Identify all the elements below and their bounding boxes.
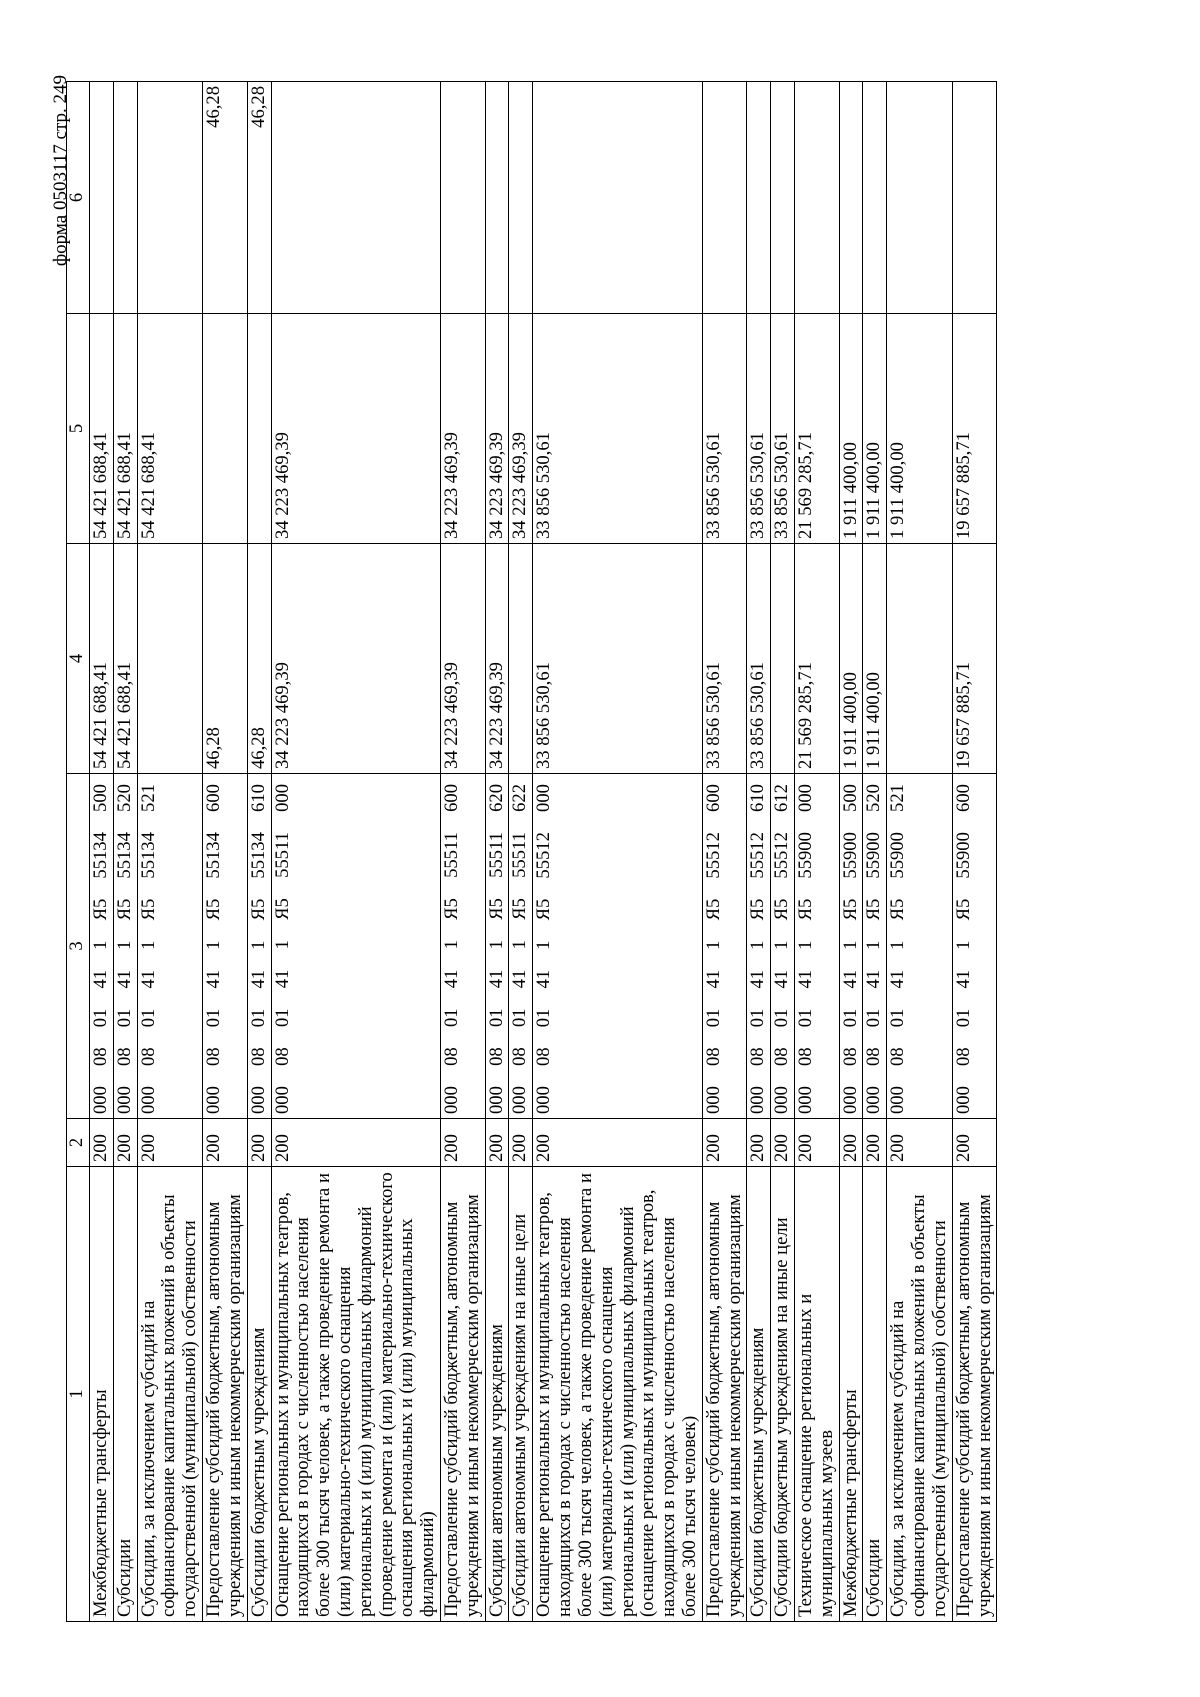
code-part: 41 [271,969,293,989]
code-part: 55512 [771,832,793,879]
code-part: 01 [887,1008,909,1028]
row-unexecuted-cell [441,82,486,314]
code-part: 41 [952,969,974,989]
row-executed-cell: 21 569 285,71 [795,314,840,544]
code-part: Я5 [113,898,135,921]
code-part: 41 [441,969,462,989]
row-line-code-cell: 200 [887,1119,952,1167]
code-part: 000 [702,1086,724,1114]
header-col-5: 5 [67,314,90,544]
code-part: 55134 [113,832,135,879]
code-part: 08 [113,1047,135,1066]
row-executed-cell: 1 911 400,00 [839,314,863,544]
row-classification-code-cell [247,774,271,1119]
row-line-code-cell: 200 [952,1119,997,1167]
code-part: 55134 [203,832,225,879]
code-part: 1 [839,940,861,950]
code-part: Я5 [203,898,225,921]
code-part: 41 [485,969,507,989]
row-executed-cell: 33 856 530,61 [702,314,747,544]
code-part: 000 [247,1086,269,1114]
code-part: 1 [952,940,974,950]
classification-code [442,784,463,1114]
classification-code [115,784,136,1114]
code-part: 1 [137,940,159,950]
row-line-code-cell: 200 [271,1119,441,1167]
code-part: 1 [795,940,816,950]
row-executed-cell: 34 223 469,39 [485,314,509,544]
row-line-code-cell: 200 [747,1119,771,1167]
code-part: 000 [771,1086,793,1114]
row-line-code-cell: 200 [533,1119,703,1167]
row-line-code-cell: 200 [247,1119,271,1167]
code-part: 1 [771,940,793,950]
row-unexecuted-cell [113,82,137,314]
row-approved-cell [887,544,952,774]
classification-code [841,784,862,1114]
code-part: 000 [887,1086,909,1114]
code-part: 000 [747,1086,769,1114]
classification-code [91,784,112,1114]
table-row [839,82,863,1622]
row-classification-code-cell [863,774,887,1119]
code-part: 000 [137,1086,159,1114]
code-part: 600 [702,784,724,812]
code-part: 600 [441,784,462,812]
code-part: 41 [113,969,135,989]
row-approved-cell: 33 856 530,61 [702,544,747,774]
code-part: 01 [441,1008,462,1028]
code-part: 08 [90,1047,111,1066]
classification-code [772,784,793,1114]
code-part: 01 [795,1008,816,1028]
code-part: 55900 [887,832,909,879]
row-approved-cell: 34 223 469,39 [271,544,441,774]
table-row [771,82,795,1622]
code-part: Я5 [137,898,159,921]
code-part: 01 [113,1008,135,1028]
code-part: 08 [771,1047,793,1066]
code-part: 1 [509,940,531,950]
row-approved-cell [137,544,202,774]
table-row [795,82,840,1622]
header-col-6: 6 [67,82,90,314]
code-part: 622 [509,784,531,812]
header-col-2: 2 [67,1119,90,1167]
code-part: 600 [952,784,974,812]
code-part: 610 [247,784,269,812]
code-part: Я5 [441,898,462,920]
code-part: 1 [113,940,135,950]
header-col-4: 4 [67,544,90,774]
row-classification-code-cell [747,774,771,1119]
classification-code [249,784,270,1114]
row-line-code-cell: 200 [795,1119,840,1167]
code-part: 55134 [137,832,159,879]
row-unexecuted-cell [747,82,771,314]
row-name-cell: Межбюджетные трансферты [90,1167,114,1622]
code-part: 55511 [485,832,507,878]
table-row [747,82,771,1622]
row-executed-cell: 33 856 530,61 [533,314,703,544]
row-unexecuted-cell [771,82,795,314]
code-part: 1 [247,940,269,950]
row-line-code-cell: 200 [441,1119,486,1167]
code-part: 41 [771,969,793,989]
code-part: Я5 [247,898,269,921]
classification-code [204,784,225,1114]
row-approved-cell: 34 223 469,39 [485,544,509,774]
row-name-cell: Предоставление субсидий бюджетным, автономным учреждениям и иным некоммерческим организациям [702,1167,747,1622]
code-part: 01 [533,1008,555,1028]
code-part: 41 [203,969,225,989]
code-part: 41 [533,969,555,989]
code-part: 01 [747,1008,769,1028]
table-row [509,82,533,1622]
code-part: 41 [509,969,531,989]
classification-code [954,784,975,1114]
form-number-note: форма 0503117 стр. 249 [50,75,71,267]
code-part: 610 [747,784,769,812]
row-line-code-cell: 200 [113,1119,137,1167]
code-part: 08 [137,1047,159,1066]
row-name-cell: Субсидии [113,1167,137,1622]
row-executed-cell: 33 856 530,61 [747,314,771,544]
row-executed-cell: 54 421 688,41 [137,314,202,544]
classification-code [139,784,160,1114]
row-executed-cell: 54 421 688,41 [90,314,114,544]
code-part: 000 [203,1086,225,1114]
code-part: 08 [203,1047,225,1066]
code-part: 08 [271,1047,293,1066]
row-unexecuted-cell [952,82,997,314]
code-part: 01 [952,1008,974,1028]
row-unexecuted-cell: 46,28 [203,82,248,314]
code-part: 08 [441,1047,462,1066]
code-part: 55900 [952,832,974,879]
code-part: 08 [702,1047,724,1066]
code-part: 41 [795,969,816,989]
table-row [952,82,997,1622]
code-part: 000 [952,1086,974,1114]
row-approved-cell: 21 569 285,71 [795,544,840,774]
row-name-cell: Оснащение региональных и муниципальных театров, находящихся в городах с численностью населения более 300 тысяч человек, а также проведение ремонта и (или) материально-технического оснащения региональных и (или) муниципальных филармоний (оснащение региональных и муниципальных театров, находящихся в городах с численностью населения более 300 тысяч человек) [533,1167,703,1622]
classification-code [487,784,508,1114]
code-part: 41 [887,969,909,989]
classification-code [748,784,769,1114]
row-classification-code-cell [203,774,248,1119]
row-executed-cell: 34 223 469,39 [441,314,486,544]
classification-code [273,784,294,1114]
code-part: 000 [113,1086,135,1114]
row-approved-cell [771,544,795,774]
row-classification-code-cell [509,774,533,1119]
code-part: 41 [747,969,769,989]
code-part: 000 [509,1086,531,1114]
code-part: 55512 [747,832,769,879]
code-part: 500 [839,784,861,812]
code-part: 000 [795,784,816,812]
code-part: 08 [839,1047,861,1066]
row-name-cell: Оснащение региональных и муниципальных театров, находящихся в городах с численностью населения более 300 тысяч человек, а также проведение ремонта и (или) материально-технического оснащения региональных и (или) муниципальных филармоний (проведение ремонта и (или) материально-технического оснащения региональных и (или) муниципальных филармоний) [271,1167,441,1622]
table-row [247,82,271,1622]
code-part: 01 [839,1008,861,1028]
code-part: Я5 [887,898,909,921]
code-part: 01 [702,1008,724,1028]
row-line-code-cell: 200 [90,1119,114,1167]
row-line-code-cell: 200 [863,1119,887,1167]
code-part: 08 [795,1047,816,1066]
row-approved-cell: 46,28 [247,544,271,774]
code-part: 55512 [702,832,724,879]
code-part: 1 [203,940,225,950]
row-line-code-cell: 200 [485,1119,509,1167]
classification-code [534,784,555,1114]
code-part: 000 [795,1086,816,1114]
row-classification-code-cell [952,774,997,1119]
row-executed-cell: 19 657 885,71 [952,314,997,544]
code-part: 1 [702,940,724,950]
row-approved-cell: 19 657 885,71 [952,544,997,774]
row-approved-cell: 1 911 400,00 [863,544,887,774]
table-row [441,82,486,1622]
code-part: 08 [485,1047,507,1066]
table-row [203,82,248,1622]
code-part: 01 [771,1008,793,1028]
code-part: 08 [863,1047,885,1066]
code-part: 55511 [271,832,293,878]
code-part: 000 [863,1086,885,1114]
table-row [271,82,441,1622]
row-approved-cell: 33 856 530,61 [747,544,771,774]
code-part: 41 [137,969,159,989]
row-executed-cell [247,314,271,544]
classification-code [704,784,725,1114]
code-part: 55511 [509,832,531,878]
code-part: 000 [441,1086,462,1114]
row-executed-cell: 34 223 469,39 [271,314,441,544]
code-part: 41 [702,969,724,989]
code-part: 000 [271,1086,293,1114]
row-line-code-cell: 200 [203,1119,248,1167]
row-approved-cell: 34 223 469,39 [441,544,486,774]
report-table [66,81,997,1622]
code-part: 521 [887,784,909,812]
table-body [90,82,997,1622]
row-classification-code-cell [271,774,441,1119]
row-classification-code-cell [137,774,202,1119]
row-approved-cell [509,544,533,774]
code-part: 08 [952,1047,974,1066]
row-name-cell: Субсидии бюджетным учреждениям на иные цели [771,1167,795,1622]
row-unexecuted-cell [863,82,887,314]
row-name-cell: Предоставление субсидий бюджетным, автономным учреждениям и иным некоммерческим организациям [203,1167,248,1622]
row-unexecuted-cell [795,82,840,314]
row-unexecuted-cell [90,82,114,314]
code-part: 000 [533,784,555,812]
code-part: 01 [485,1008,507,1028]
header-col-1: 1 [67,1167,90,1622]
row-unexecuted-cell [839,82,863,314]
code-part: 000 [271,784,293,812]
row-approved-cell: 54 421 688,41 [113,544,137,774]
code-part: 1 [887,940,909,950]
header-row [67,82,90,1622]
table-row [485,82,509,1622]
row-approved-cell: 1 911 400,00 [839,544,863,774]
row-classification-code-cell [771,774,795,1119]
code-part: 08 [509,1047,531,1066]
code-part: 520 [863,784,885,812]
code-part: Я5 [702,898,724,921]
code-part: 1 [533,940,555,950]
code-part: 41 [839,969,861,989]
row-name-cell: Субсидии бюджетным учреждениям [247,1167,271,1622]
code-part: Я5 [771,898,793,921]
code-part: Я5 [863,898,885,921]
row-name-cell: Предоставление субсидий бюджетным, автономным учреждениям и иным некоммерческим организациям [952,1167,997,1622]
row-executed-cell: 54 421 688,41 [113,314,137,544]
row-executed-cell: 1 911 400,00 [887,314,952,544]
code-part: 08 [247,1047,269,1066]
code-part: 01 [271,1008,293,1028]
row-line-code-cell: 200 [509,1119,533,1167]
row-approved-cell: 46,28 [203,544,248,774]
code-part: 55900 [795,832,816,879]
code-part: 1 [863,940,885,950]
row-unexecuted-cell [533,82,703,314]
code-part: 08 [533,1047,555,1066]
code-part: Я5 [795,898,816,921]
code-part: 620 [485,784,507,812]
code-part: Я5 [509,898,531,920]
row-line-code-cell: 200 [702,1119,747,1167]
row-name-cell: Техническое оснащение региональных и муниципальных музеев [795,1167,840,1622]
table-row [887,82,952,1622]
row-unexecuted-cell [137,82,202,314]
row-name-cell: Межбюджетные трансферты [839,1167,863,1622]
code-part: 01 [137,1008,159,1028]
code-part: Я5 [747,898,769,921]
code-part: 55900 [863,832,885,879]
row-line-code-cell: 200 [137,1119,202,1167]
row-line-code-cell: 200 [839,1119,863,1167]
code-part: 521 [137,784,159,812]
code-part: 08 [887,1047,909,1066]
row-unexecuted-cell [702,82,747,314]
code-part: 000 [90,1086,111,1114]
row-executed-cell: 34 223 469,39 [509,314,533,544]
code-part: Я5 [839,898,861,921]
row-classification-code-cell [441,774,486,1119]
code-part: 1 [485,940,507,950]
code-part: 01 [90,1008,111,1028]
code-part: Я5 [485,898,507,920]
code-part: 520 [113,784,135,812]
code-part: 000 [839,1086,861,1114]
code-part: 01 [509,1008,531,1028]
row-executed-cell: 1 911 400,00 [863,314,887,544]
code-part: 612 [771,784,793,812]
code-part: 1 [441,940,462,950]
code-part: 55900 [839,832,861,879]
code-part: 500 [90,784,111,812]
code-part: 1 [90,940,111,950]
code-part: 55511 [441,832,462,878]
code-part: 41 [247,969,269,989]
classification-code [864,784,885,1114]
code-part: 55134 [90,832,111,879]
row-classification-code-cell [839,774,863,1119]
code-part: 55512 [533,832,555,879]
row-unexecuted-cell [271,82,441,314]
row-classification-code-cell [113,774,137,1119]
row-unexecuted-cell [509,82,533,314]
row-unexecuted-cell [485,82,509,314]
code-part: Я5 [271,898,293,920]
table-row [702,82,747,1622]
row-name-cell: Предоставление субсидий бюджетным, автономным учреждениям и иным некоммерческим организациям [441,1167,486,1622]
row-name-cell: Субсидии автономным учреждениям на иные цели [509,1167,533,1622]
row-classification-code-cell [795,774,840,1119]
row-name-cell: Субсидии автономным учреждениям [485,1167,509,1622]
table-row [113,82,137,1622]
code-part: 1 [747,940,769,950]
row-line-code-cell: 200 [771,1119,795,1167]
row-name-cell: Субсидии бюджетным учреждениям [747,1167,771,1622]
row-unexecuted-cell [887,82,952,314]
row-classification-code-cell [533,774,703,1119]
row-name-cell: Субсидии, за исключением субсидий на софинансирование капитальных вложений в объекты государственной (муниципальной) собственности [887,1167,952,1622]
header-col-3: 3 [67,774,90,1119]
code-part: 1 [271,940,293,950]
table-row [137,82,202,1622]
row-executed-cell [203,314,248,544]
code-part: 01 [863,1008,885,1028]
row-name-cell: Субсидии [863,1167,887,1622]
code-part: 08 [747,1047,769,1066]
code-part: 41 [863,969,885,989]
classification-code [796,784,817,1114]
classification-code [888,784,909,1114]
row-classification-code-cell [90,774,114,1119]
table-row [533,82,703,1622]
code-part: 55134 [247,832,269,879]
row-classification-code-cell [702,774,747,1119]
row-classification-code-cell [485,774,509,1119]
code-part: 01 [203,1008,225,1028]
code-part: Я5 [533,898,555,921]
table-row [90,82,114,1622]
row-classification-code-cell [887,774,952,1119]
row-executed-cell: 33 856 530,61 [771,314,795,544]
code-part: Я5 [90,898,111,921]
row-approved-cell: 33 856 530,61 [533,544,703,774]
row-name-cell: Субсидии, за исключением субсидий на софинансирование капитальных вложений в объекты государственной (муниципальной) собственности [137,1167,202,1622]
code-part: 01 [247,1008,269,1028]
code-part: 600 [203,784,225,812]
code-part: Я5 [952,898,974,921]
classification-code [510,784,531,1114]
code-part: 41 [90,969,111,989]
code-part: 000 [533,1086,555,1114]
row-unexecuted-cell: 46,28 [247,82,271,314]
table-row [863,82,887,1622]
row-approved-cell: 54 421 688,41 [90,544,114,774]
code-part: 000 [485,1086,507,1114]
